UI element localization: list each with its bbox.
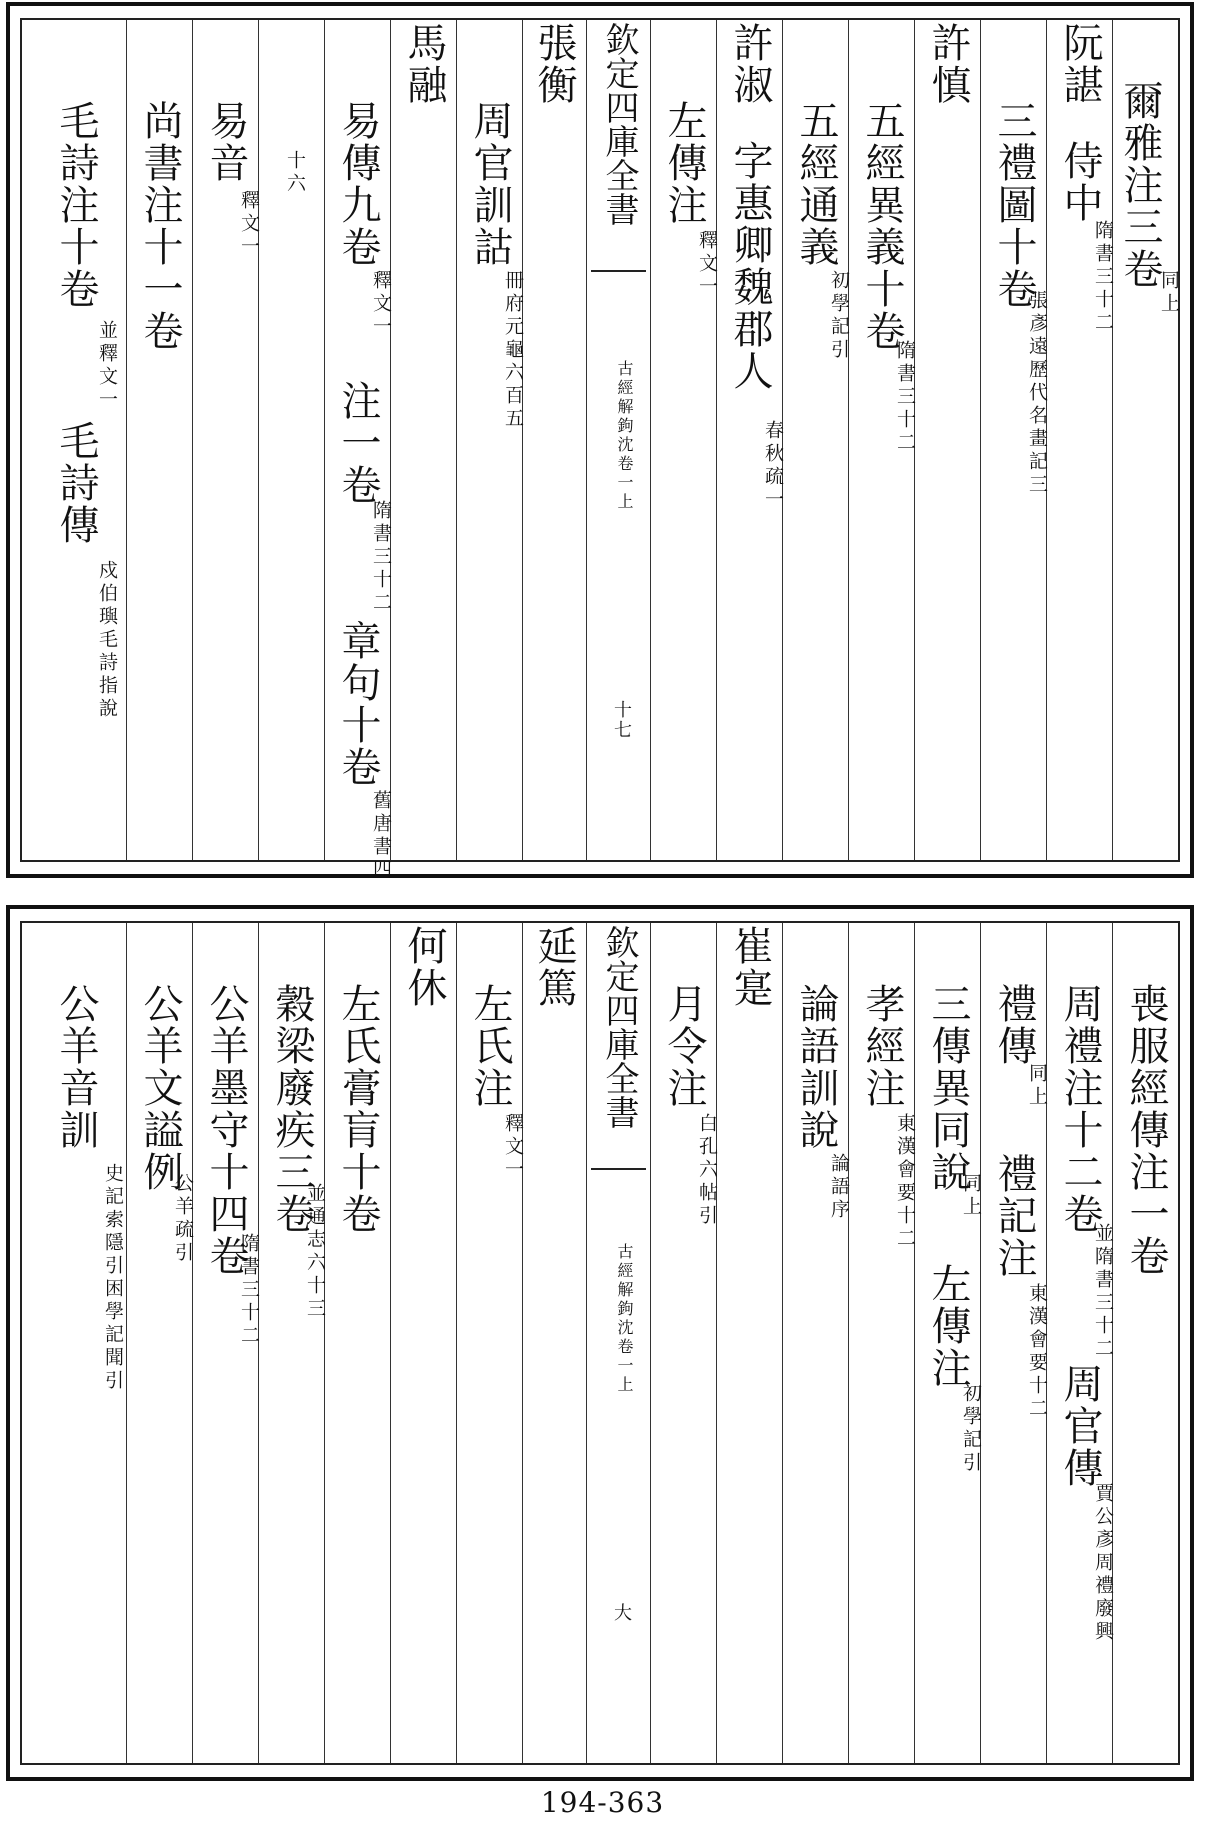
bot-col-7 <box>716 923 782 1763</box>
collection-title: 欽定四庫全書 <box>599 925 639 1129</box>
top-col-16 <box>126 20 192 860</box>
source-note: 隋書三十二 <box>238 1233 260 1348</box>
book-title-2: 注一卷 <box>335 380 381 506</box>
page-number: 194-363 <box>540 1786 665 1819</box>
top-col-6 <box>782 20 848 860</box>
book-title: 左氏膏肓十卷 <box>335 983 381 1235</box>
source-note-2: 東漢會要十二 <box>1026 1283 1048 1421</box>
author-name: 許淑 <box>727 22 773 106</box>
folio-number: 十七 <box>611 700 632 740</box>
bot-col-2 <box>1046 923 1112 1763</box>
book-title: 公羊文謚例 <box>137 983 183 1193</box>
book-title: 易音 <box>203 100 249 184</box>
bot-col-5 <box>848 923 914 1763</box>
author-name: 何休 <box>401 925 447 1009</box>
book-title: 易傳九卷 <box>335 100 381 268</box>
top-col-7 <box>716 20 782 860</box>
source-note: 張彥遠歷代名畫記三 <box>1026 290 1048 497</box>
book-title: 左傳注 <box>661 100 707 226</box>
bot-col-10 <box>522 923 586 1763</box>
top-col-1 <box>1112 20 1178 860</box>
author-name: 崔寔 <box>727 925 773 1009</box>
bot-col-3 <box>980 923 1046 1763</box>
source-note: 初學記引 <box>828 270 850 362</box>
folio-number: 大 <box>611 1603 632 1623</box>
book-title-2: 周官傳 <box>1057 1363 1103 1489</box>
bot-col-1 <box>1112 923 1178 1763</box>
book-title-2: 毛詩傳 <box>53 420 99 546</box>
book-title-2: 禮記注 <box>991 1153 1037 1279</box>
source-note: 並釋文一 <box>96 320 118 412</box>
source-note: 釋文一 <box>370 270 392 339</box>
top-col-17 <box>22 20 126 860</box>
book-title: 公羊墨守十四卷 <box>203 983 249 1277</box>
book-title-2: 左傳注 <box>925 1263 971 1389</box>
source-note: 冊府元龜六百五 <box>502 270 524 431</box>
fish-tail-mark <box>591 270 646 290</box>
source-note: 同上 <box>960 1173 982 1219</box>
source-note: 十六 <box>284 150 306 196</box>
source-note: 並隋書三十二 <box>1092 1223 1114 1361</box>
bot-col-16 <box>126 923 192 1763</box>
source-note: 釋文一 <box>502 1113 524 1182</box>
bottom-page-frame <box>20 921 1180 1765</box>
book-title: 字惠卿魏郡人 <box>727 140 773 392</box>
source-note: 史記索隱引困學記聞引 <box>102 1163 124 1393</box>
top-col-12 <box>390 20 456 860</box>
top-col-8 <box>650 20 716 860</box>
volume-note: 古經解鉤沈卷一上 <box>615 360 634 512</box>
source-note: 釋文一 <box>696 230 718 299</box>
author-name: 張衡 <box>531 22 577 106</box>
book-title: 五經異義十卷 <box>859 100 905 352</box>
top-col-15 <box>192 20 258 860</box>
top-page-frame <box>20 18 1180 882</box>
source-note: 同上 <box>1026 1063 1048 1109</box>
book-title: 月令注 <box>661 983 707 1109</box>
bot-col-15 <box>192 923 258 1763</box>
book-title: 公羊音訓 <box>53 983 99 1151</box>
book-title: 尚書注十一卷 <box>137 100 183 352</box>
book-title: 五經通義 <box>793 100 839 268</box>
source-note: 論語序 <box>828 1153 850 1222</box>
book-title: 孝經注 <box>859 983 905 1109</box>
collection-title: 欽定四庫全書 <box>599 22 639 226</box>
source-note: 隋書三十二 <box>1092 220 1114 335</box>
top-col-5 <box>848 20 914 860</box>
source-note: 釋文一 <box>238 190 260 259</box>
book-title: 毛詩注十卷 <box>53 100 99 310</box>
author-name: 延篤 <box>531 925 577 1009</box>
author-name: 許慎 <box>925 22 971 106</box>
bot-col-4 <box>914 923 980 1763</box>
bot-col-12 <box>390 923 456 1763</box>
source-note-2: 戍伯璵毛詩指說 <box>96 560 118 721</box>
source-note: 同上 <box>1158 270 1180 316</box>
bot-col-17 <box>22 923 126 1763</box>
book-title: 周禮注十二卷 <box>1057 983 1103 1235</box>
author-name: 馬融 <box>401 22 447 106</box>
bot-col-11 <box>456 923 522 1763</box>
book-title: 三禮圖十卷 <box>991 100 1037 310</box>
volume-note: 古經解鉤沈卷一上 <box>615 1243 634 1395</box>
author-name: 阮諶 <box>1057 22 1103 106</box>
book-title-3: 章句十卷 <box>335 620 381 788</box>
book-title: 周官訓詁 <box>467 100 513 268</box>
book-title: 左氏注 <box>467 983 513 1109</box>
book-title: 喪服經傳注一卷 <box>1123 983 1169 1277</box>
top-spine <box>586 20 650 860</box>
source-note-2: 賈公彥周禮廢興 <box>1092 1483 1114 1644</box>
source-note: 東漢會要十二 <box>894 1113 916 1251</box>
bot-col-8 <box>650 923 716 1763</box>
top-col-4 <box>914 20 980 860</box>
top-col-3 <box>980 20 1046 860</box>
source-note: 春秋疏一 <box>762 420 784 512</box>
source-note-3: 舊唐書四 <box>370 790 392 882</box>
book-title: 侍中 <box>1057 140 1103 224</box>
bottom-spine <box>586 923 650 1763</box>
source-note: 隋書三十二 <box>894 340 916 455</box>
source-note-2: 初學記引 <box>960 1383 982 1475</box>
book-title: 爾雅注三卷 <box>1117 80 1163 290</box>
source-note: 公羊疏引 <box>172 1173 194 1265</box>
top-col-2 <box>1046 20 1112 860</box>
book-title: 禮傳 <box>991 983 1037 1067</box>
source-note: 白孔六帖引 <box>696 1113 718 1228</box>
source-note: 並通志六十三 <box>304 1183 326 1321</box>
book-title: 三傳異同說 <box>925 983 971 1193</box>
bot-col-14 <box>258 923 324 1763</box>
book-title: 論語訓說 <box>793 983 839 1151</box>
top-col-10 <box>522 20 586 860</box>
bot-col-6 <box>782 923 848 1763</box>
fish-tail-mark <box>591 1168 646 1188</box>
book-title: 穀梁廢疾三卷 <box>269 983 315 1235</box>
source-note-2: 隋書三十二 <box>370 500 392 615</box>
top-col-13 <box>324 20 392 882</box>
bot-col-13 <box>324 923 390 1763</box>
top-page <box>6 2 1194 882</box>
top-col-14 <box>258 20 324 860</box>
top-col-11 <box>456 20 522 860</box>
bottom-page <box>6 905 1194 1781</box>
